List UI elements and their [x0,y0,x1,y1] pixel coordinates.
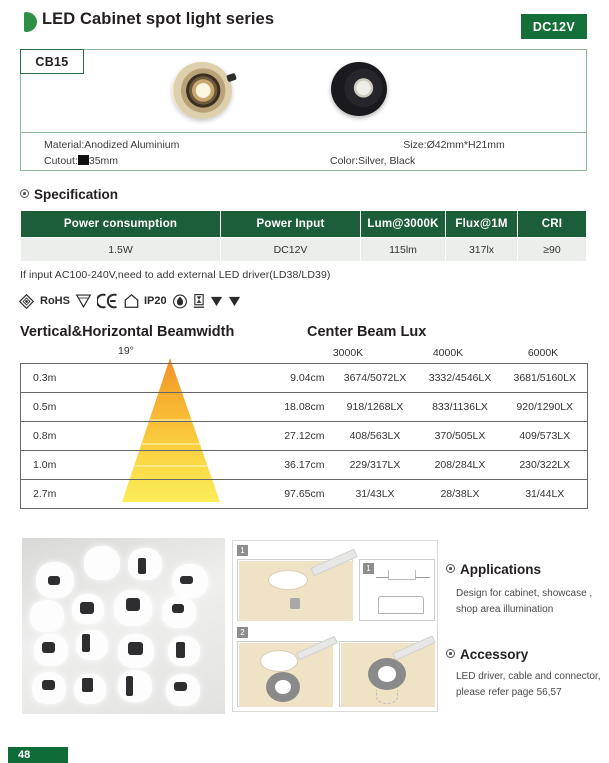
row-cone-cell [121,364,239,393]
val-cri: ≥90 [518,238,587,262]
row-cone-cell [121,422,239,451]
row-lux-3000k: 3674/5072LX [333,364,418,393]
ce-mark-icon [97,293,119,309]
row-lux-6000k: 3681/5160LX [503,364,588,393]
page-header [0,0,609,44]
val-power-input: DC12V [221,238,361,262]
fire-safety-icon [172,293,188,310]
beam-angle-label: 19° [118,345,134,357]
specification-heading-label: Specification [34,187,119,202]
col-flux: Flux@1M [446,211,518,238]
certification-row [18,291,241,311]
row-cone-cell [121,393,239,422]
leaf-bullet-icon [24,12,37,32]
driver-note: If input AC100-240V,need to add external LED driver(LD38/LD39) [20,269,331,281]
row-lux-6000k: 920/1290LX [503,393,588,422]
page-number-bar: 48 [8,747,68,763]
temp-col-4000k: 4000K [432,347,464,359]
row-lux-6000k: 409/573LX [503,422,588,451]
row-lux-4000k: 370/505LX [418,422,503,451]
model-tag: CB15 [20,49,84,74]
application-photo [22,538,225,714]
row-lux-4000k: 208/284LX [418,451,503,480]
row-cone-cell [121,451,239,480]
table-row [21,451,588,480]
temp-col-3000k: 3000K [332,347,364,359]
beamwidth-title: Vertical&Horizontal Beamwidth [20,324,235,340]
voltage-badge: DC12V [521,14,587,39]
val-lum: 115lm [361,238,446,262]
row-lux-6000k: 230/322LX [503,451,588,480]
step-2-badge: 2 [237,627,248,638]
house-ip-icon [124,293,139,309]
table-row [21,480,588,509]
ring-bullet-icon [446,564,455,573]
ip-rating-label: IP20 [143,295,167,307]
cutout-diameter-icon [78,155,89,165]
row-diameter: 97.65cm [239,480,333,509]
row-distance: 2.7m [21,480,121,509]
product-photo-black [331,62,387,116]
page-title: LED Cabinet spot light series [42,10,275,28]
color-text: Color:Silver, Black [330,155,416,167]
cutout-label: Cutout: [44,155,78,167]
col-cri: CRI [518,211,587,238]
accessory-heading-label: Accessory [460,647,529,662]
ring-bullet-icon [20,189,29,198]
recycle-triangle-icon [75,293,92,309]
row-lux-4000k: 3332/4546LX [418,364,503,393]
table-header-row [21,211,587,238]
accessory-heading [446,647,528,662]
step-1-panel [237,559,353,621]
step-2-panel-b [339,641,435,707]
col-power-consumption: Power consumption [21,211,221,238]
row-diameter: 18.08cm [239,393,333,422]
step-1-badge: 1 [237,545,248,556]
cutout-value: 35mm [88,155,119,167]
applications-heading-label: Applications [460,562,542,577]
row-lux-3000k: 408/563LX [333,422,418,451]
weee-bin-icon-2 [228,295,241,308]
rohs-diamond-icon [18,293,35,310]
accessory-body: LED driver, cable and connector, please refer page 56,57 [456,671,601,698]
product-info-right [330,137,578,169]
val-power-consumption: 1.5W [21,238,221,262]
row-diameter: 36.17cm [239,451,333,480]
row-distance: 0.5m [21,393,121,422]
row-lux-3000k: 229/317LX [333,451,418,480]
weee-bin-icon [210,295,223,308]
detail-marker-badge: 1 [363,563,374,574]
beam-data-table [20,363,588,509]
applications-heading [446,562,541,577]
row-diameter: 27.12cm [239,422,333,451]
step-1-detail-panel [359,559,435,621]
ring-bullet-icon [446,649,455,658]
installation-diagrams [232,540,438,712]
row-lux-4000k: 833/1136LX [418,393,503,422]
temp-col-6000k: 6000K [527,347,559,359]
hourglass-icon [193,293,205,310]
row-lux-4000k: 28/38LX [418,480,503,509]
size-text: Size:Ø42mm*H21mm [403,139,505,151]
cutout-text [44,153,179,169]
row-diameter: 9.04cm [239,364,333,393]
row-distance: 1.0m [21,451,121,480]
row-distance: 0.8m [21,422,121,451]
val-flux: 317lx [446,238,518,262]
center-beam-lux-title: Center Beam Lux [307,324,427,340]
row-cone-cell [121,480,239,509]
table-row [21,393,588,422]
specification-heading [20,187,118,202]
row-lux-3000k: 31/43LX [333,480,418,509]
product-box-divider [21,132,586,133]
col-power-input: Power Input [221,211,361,238]
rohs-label: RoHS [40,295,70,307]
material-text: Material:Anodized Aluminium [44,139,180,151]
product-photo-silver [172,62,232,119]
product-info-left [44,137,179,169]
row-lux-6000k: 31/44LX [503,480,588,509]
row-distance: 0.3m [21,364,121,393]
table-row [21,422,588,451]
applications-body: Design for cabinet, showcase , shop area illumination [456,588,593,615]
step-2-panel-a [237,641,333,707]
table-row [21,238,587,262]
col-lum: Lum@3000K [361,211,446,238]
table-row [21,364,588,393]
row-lux-3000k: 918/1268LX [333,393,418,422]
specification-table [20,210,587,262]
